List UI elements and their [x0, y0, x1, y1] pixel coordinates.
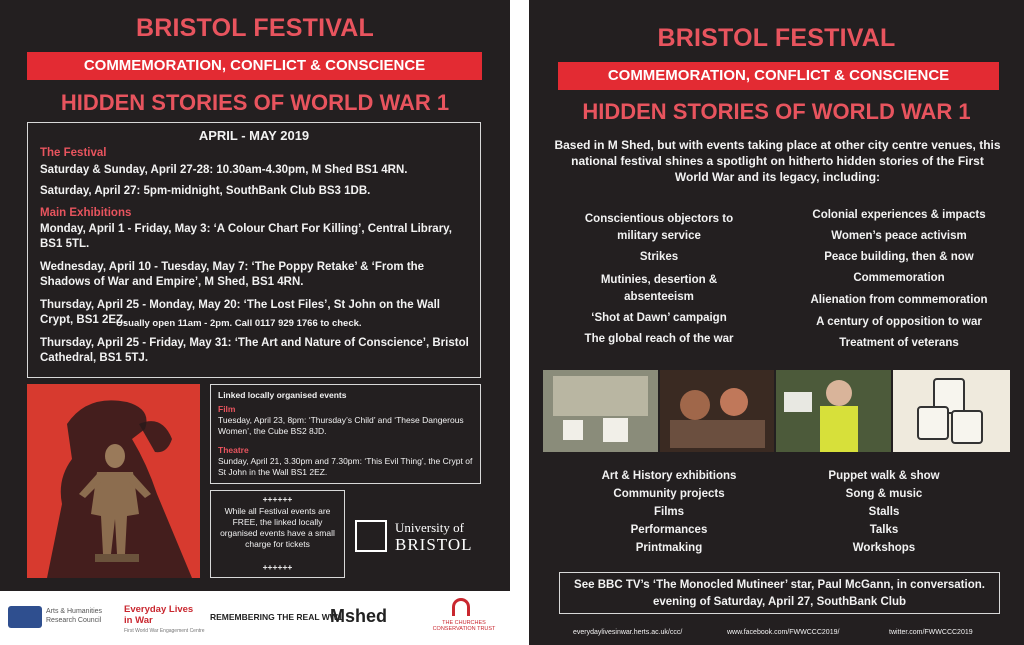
everyday-lives-logo: Everyday Lives in War: [124, 604, 194, 626]
activity-right-2: Song & music: [845, 488, 923, 500]
topic-left-1: Conscientious objectors to military service: [584, 213, 734, 242]
topic-right-5: Alienation from commemoration: [810, 294, 988, 306]
exhibition-1: Monday, April 1 - Friday, May 3: ‘A Colour Chart For Killing’, Central Library, BS1 5TL.: [40, 223, 452, 250]
photo-workshop: [660, 370, 774, 452]
exhibitions-heading: Main Exhibitions: [40, 207, 132, 219]
festival-heading: The Festival: [40, 147, 107, 159]
mshed-logo: Mshed: [330, 606, 388, 626]
footer-link-website[interactable]: everydaylivesinwar.herts.ac.uk/ccc/: [573, 629, 683, 636]
footer-link-twitter[interactable]: twitter.com/FWWCCC2019: [889, 629, 973, 636]
photo-paint-tins: [893, 370, 1010, 452]
university-line-1: University of: [395, 520, 464, 535]
topic-right-1: Colonial experiences & impacts: [812, 209, 986, 221]
theme-banner-right: COMMEMORATION, CONFLICT & CONSCIENCE: [558, 62, 999, 90]
activity-left-1: Art & History exhibitions: [601, 470, 737, 482]
subtitle: HIDDEN STORIES OF WORLD WAR 1: [60, 90, 450, 115]
festival-line-1: Saturday & Sunday, April 27-28: 10.30am-4.30pm, M Shed BS1 4RN.: [40, 164, 408, 176]
linked-events-heading: Linked locally organised events: [218, 390, 347, 400]
intro-text: Based in M Shed, but with events taking place at other city centre venues, this national festival shines a spotlight on hitherto hidden stories of the First World War and its legacy, including:: [554, 138, 1001, 184]
theatre-heading: Theatre: [218, 445, 249, 455]
festival-title-right: BRISTOL FESTIVAL: [657, 24, 896, 52]
highlight-line-2: evening of Saturday, April 27, SouthBank Club: [652, 596, 907, 608]
activity-left-3: Films: [653, 506, 685, 518]
topic-left-4: ‘Shot at Dawn’ campaign: [591, 312, 727, 324]
topic-right-2: Women’s peace activism: [831, 230, 967, 242]
footer-link-facebook[interactable]: www.facebook.com/FWWCCC2019/: [727, 629, 840, 636]
exhibition-4: Thursday, April 25 - Friday, May 31: ‘The Art and Nature of Conscience’, Bristol Cathedral, BS1 5TJ.: [40, 337, 469, 364]
activity-right-3: Stalls: [868, 506, 900, 518]
theatre-text: Sunday, April 21, 3.30pm and 7.30pm: ‘This Evil Thing’, the Crypt of St John in the Wall BS1 2EZ.: [218, 456, 473, 477]
activity-left-2: Community projects: [613, 488, 725, 500]
note-stars-top: ++++++: [262, 494, 293, 504]
activity-right-4: Talks: [869, 524, 899, 536]
sponsor-logo-strip: [0, 592, 510, 645]
festival-line-2: Saturday, April 27: 5pm-midnight, SouthBank Club BS3 1DB.: [40, 185, 371, 197]
university-of-bristol-logo: [355, 518, 485, 558]
topic-left-2: Strikes: [639, 251, 679, 263]
ahrc-logo-icon: [8, 606, 42, 628]
note-stars-bottom: ++++++: [262, 562, 293, 572]
exhibition-3: Thursday, April 25 - Monday, May 20: ‘The Lost Files’, St John on the Wall Crypt, BS1 2EZ.: [40, 299, 440, 326]
topic-left-5: The global reach of the war: [584, 333, 734, 345]
right-poster: [529, 0, 1024, 645]
everyday-lives-sub: First World War Engagement Centre: [124, 628, 205, 634]
activity-right-5: Workshops: [852, 542, 916, 554]
churches-trust-logo: THE CHURCHES CONSERVATION TRUST: [432, 620, 496, 632]
highlight-line-1: See BBC TV’s ‘The Monocled Mutineer’ star, Paul McGann, in conversation.: [574, 579, 985, 591]
date-range: APRIL - MAY 2019: [198, 128, 310, 143]
topic-left-3: Mutinies, desertion & absenteeism: [600, 274, 718, 303]
photo-gas-mask-person: [776, 370, 891, 452]
activity-left-4: Performances: [630, 524, 708, 536]
remembering-ww1-logo: REMEMBERING THE REAL WW1: [210, 612, 343, 622]
pricing-note: While all Festival events are FREE, the linked locally organised events have a small charge for tickets: [220, 506, 335, 549]
activity-right-1: Puppet walk & show: [828, 470, 940, 482]
festival-title: BRISTOL FESTIVAL: [136, 14, 374, 42]
exhibition-2: Wednesday, April 10 - Tuesday, May 7: ‘The Poppy Retake’ & ‘From the Shadows of War and Empire’, M Shed, BS1 4RN.: [40, 261, 425, 288]
subtitle-right: HIDDEN STORIES OF WORLD WAR 1: [582, 99, 971, 124]
university-line-2: BRISTOL: [395, 535, 473, 554]
photo-exhibition-room: [543, 370, 658, 452]
exhibition-3-note: Usually open 11am - 2pm. Call 0117 929 1766 to check.: [116, 318, 362, 329]
left-poster: [0, 0, 510, 591]
activity-left-5: Printmaking: [635, 542, 703, 554]
topic-right-4: Commemoration: [853, 272, 945, 284]
topic-right-6: A century of opposition to war: [816, 316, 982, 328]
churches-trust-icon: [452, 598, 470, 616]
topic-right-7: Treatment of veterans: [839, 337, 959, 349]
topic-right-3: Peace building, then & now: [824, 251, 974, 263]
university-crest-icon: [355, 520, 387, 552]
film-text: Tuesday, April 23, 8pm: ‘Thursday’s Child’ and ‘These Dangerous Women’, the Cube BS2 8JD.: [218, 415, 464, 436]
ahrc-logo-text: Arts & Humanities Research Council: [46, 608, 103, 624]
film-heading: Film: [218, 404, 236, 414]
soldier-statue-image: [27, 384, 200, 578]
theme-banner: COMMEMORATION, CONFLICT & CONSCIENCE: [27, 52, 482, 80]
